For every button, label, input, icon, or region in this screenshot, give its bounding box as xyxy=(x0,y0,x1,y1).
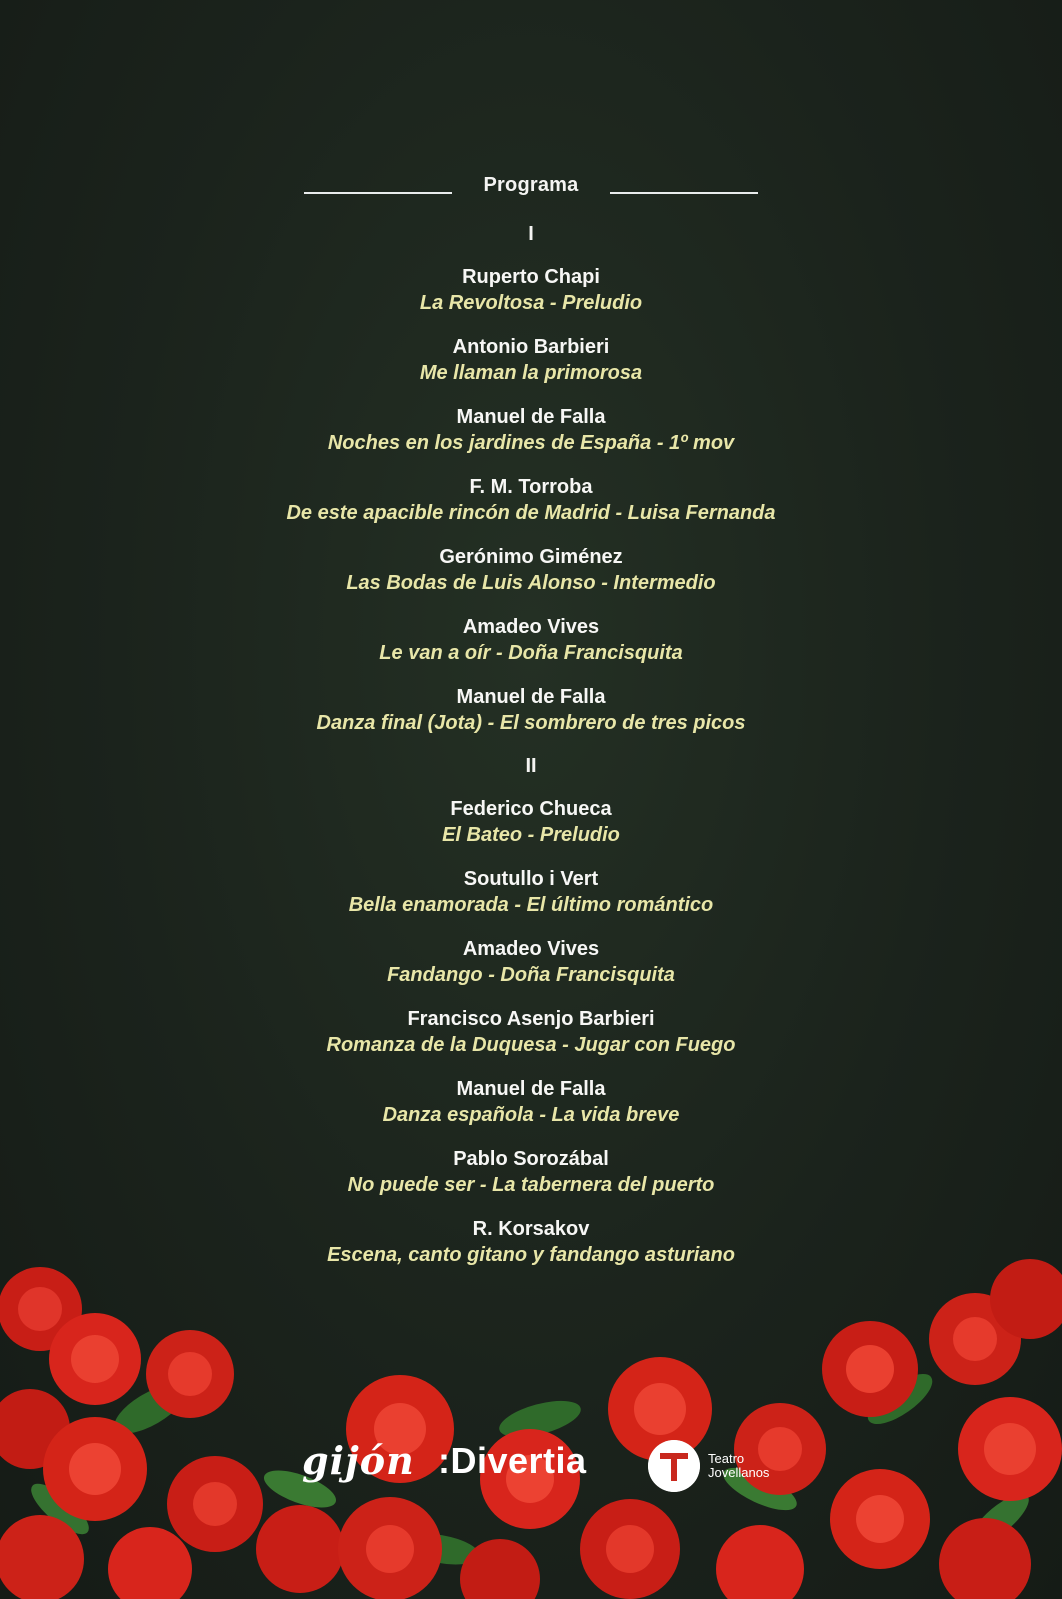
section-1 xyxy=(0,224,1062,754)
work-title: Romanza de la Duquesa - Jugar con Fuego xyxy=(326,1034,736,1056)
work-title: Escena, canto gitano y fandango asturiano xyxy=(327,1244,735,1266)
composer-name: R. Korsakov xyxy=(472,1218,590,1240)
composer-name: Gerónimo Giménez xyxy=(439,546,623,568)
divertia-logo: :Divertia xyxy=(438,1440,587,1481)
roses-illustration xyxy=(0,1259,1062,1599)
composer-name: Federico Chueca xyxy=(450,798,612,820)
work-title: Fandango - Doña Francisquita xyxy=(387,964,675,986)
work-title: Noches en los jardines de España - 1º mov xyxy=(327,432,735,454)
program-item xyxy=(0,264,1062,334)
work-title: Danza final (Jota) - El sombrero de tres picos xyxy=(316,712,746,734)
composer-name: Manuel de Falla xyxy=(456,1078,606,1100)
section-2 xyxy=(0,756,1062,1286)
composer-name: Amadeo Vives xyxy=(462,616,600,638)
program-header xyxy=(0,174,1062,197)
work-title: El Bateo - Preludio xyxy=(442,824,620,846)
composer-name: Antonio Barbieri xyxy=(452,336,610,358)
sponsor-logos xyxy=(0,1438,1062,1498)
header-rule-right xyxy=(610,192,758,194)
program-item xyxy=(0,474,1062,544)
composer-name: F. M. Torroba xyxy=(469,476,593,498)
program-item xyxy=(0,684,1062,754)
composer-name: Amadeo Vives xyxy=(462,938,600,960)
program-item xyxy=(0,544,1062,614)
work-title: La Revoltosa - Preludio xyxy=(419,292,643,314)
program-item xyxy=(0,1076,1062,1146)
program-item xyxy=(0,796,1062,866)
program-title: Programa xyxy=(483,174,579,196)
composer-name: Manuel de Falla xyxy=(456,686,606,708)
teatro-jovellanos-text xyxy=(708,1452,769,1480)
program-list xyxy=(0,222,1062,1286)
program-item xyxy=(0,334,1062,404)
composer-name: Ruperto Chapi xyxy=(462,266,600,288)
section-number: I xyxy=(528,223,534,245)
teatro-jovellanos-logo-icon xyxy=(648,1440,700,1492)
work-title: No puede ser - La tabernera del puerto xyxy=(347,1174,715,1196)
work-title: Danza española - La vida breve xyxy=(382,1104,680,1126)
header-rule-left xyxy=(304,192,452,194)
program-item xyxy=(0,614,1062,684)
program-item xyxy=(0,1146,1062,1216)
composer-name: Soutullo i Vert xyxy=(463,868,599,890)
program-item xyxy=(0,936,1062,1006)
work-title: De este apacible rincón de Madrid - Luisa Fernanda xyxy=(286,502,776,524)
jovellanos-line: Jovellanos xyxy=(708,1465,770,1480)
work-title: Las Bodas de Luis Alonso - Intermedio xyxy=(346,572,716,594)
work-title: Le van a oír - Doña Francisquita xyxy=(379,642,683,664)
program-item xyxy=(0,1006,1062,1076)
work-title: Bella enamorada - El último romántico xyxy=(348,894,714,916)
composer-name: Manuel de Falla xyxy=(456,406,606,428)
program-item xyxy=(0,404,1062,474)
work-title: Me llaman la primorosa xyxy=(419,362,643,384)
teatro-line: Teatro xyxy=(708,1451,745,1466)
composer-name: Pablo Sorozábal xyxy=(453,1148,609,1170)
gijon-logo: gijón xyxy=(302,1438,415,1483)
section-number: II xyxy=(525,755,537,777)
composer-name: Francisco Asenjo Barbieri xyxy=(407,1008,655,1030)
program-item xyxy=(0,866,1062,936)
